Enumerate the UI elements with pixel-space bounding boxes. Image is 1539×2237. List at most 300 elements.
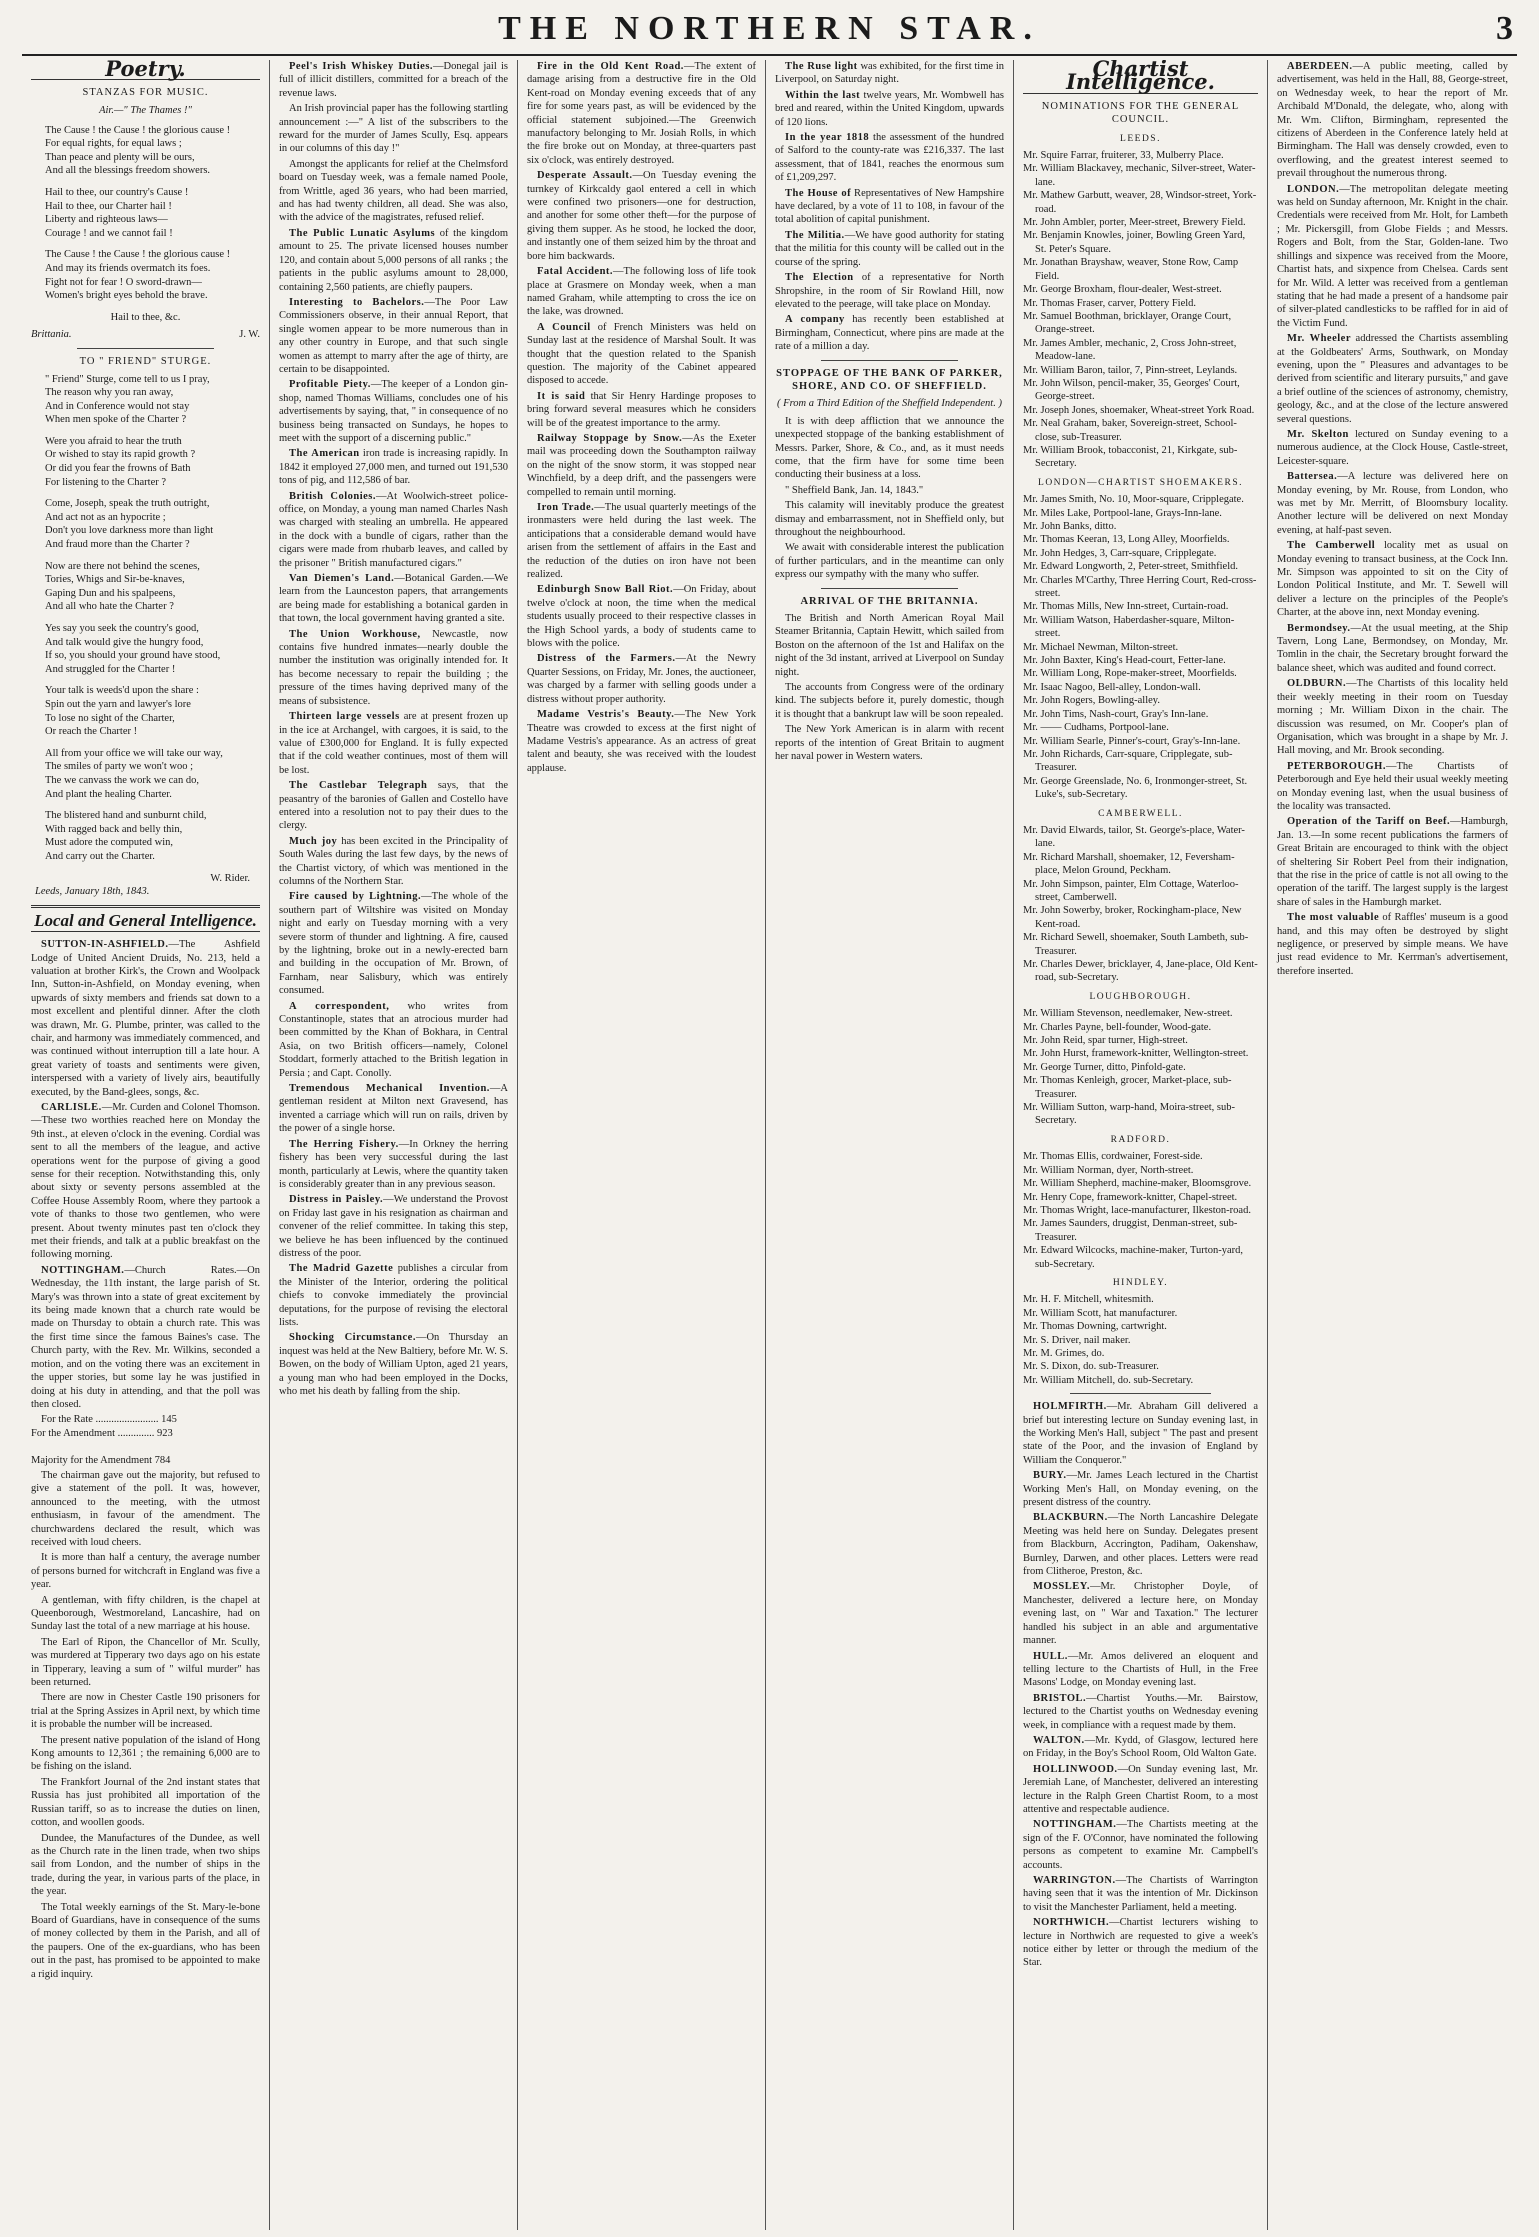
article-paragraph <box>527 321 756 388</box>
stanza: " Friend" Sturge, come tell to us I pray, The reason why you ran away, And in Conference would not stay When men spoke of the Charter ? <box>45 373 210 426</box>
article-paragraph <box>279 1138 508 1192</box>
nominee: Mr. James Saunders, druggist, Denman-street, sub-Treasurer. <box>1023 1218 1238 1243</box>
article-text: —On Thursday an inquest was held at the New Baltiery, before Mr. W. S. Bowen, on the body of William Upton, aged 21 years, a young man who had been employed in the Docks, who met his death by falling from the ship. <box>279 1332 508 1397</box>
article-lead: Shocking Circumstance. <box>289 1332 416 1344</box>
stoppage-heading: STOPPAGE OF THE BANK OF PARKER, SHORE, AND CO. OF SHEFFIELD. <box>776 367 1003 392</box>
article-paragraph: The accounts from Congress were of the ordinary kind. The subjects before it, purely domestic, though it is thought that a bankrupt law will be soon repealed. <box>775 682 1004 720</box>
article-lead: NORTHWICH. <box>1033 1917 1110 1929</box>
article-text: The Total weekly earnings of the St. Mary-le-bone Board of Guardians, have in consequence of the sums of money collected by them in the Parish, and all of the paupers. One of the ex-guardians, who has been out in the past, has promised to be appointed to make a rigid inquiry. <box>31 1901 260 1980</box>
article-text: locality met as usual on Monday evening to transact business, at the Cock Inn. Mr. Simpson was appointed to sit on the City of London Political Institute, and Mr. T. Sewell will deliver a lecture on the principles of the People's Charter, at the above inn, next Monday evening. <box>1277 540 1508 619</box>
article-lead: WALTON. <box>1033 1734 1085 1746</box>
article-paragraph <box>1277 183 1508 330</box>
article-text: Newcastle, now contains five hundred inmates—nearly double the number the institution was originally intended for. It has become necessary to repair the building ; the pressure of the times having deprived many of the means of subsistence. <box>279 628 508 707</box>
article-paragraph <box>279 1193 508 1260</box>
article-lead: OLDBURN. <box>1287 678 1347 690</box>
article-text: —The New York Theatre was crowded to excess at the first night of Madame Vestris's appearance. As an actress of great talent and beauty, she was received with the loudest applause. <box>527 709 756 774</box>
nomination-place: LEEDS. <box>1120 133 1161 144</box>
article-text: of the kingdom amount to 25. The private licensed houses number 120, and contain about 5,000 persons of all ranks ; the patients in the public asylums amount to 28,000, containing 2,560 patients, are chiefly paupers. <box>279 227 508 293</box>
article-paragraph <box>527 390 756 430</box>
stanza: All from your office we will take our way, The smiles of party we won't woo ; The we canvass the work we can do, And plant the healing Charter. <box>45 747 223 800</box>
article-paragraph <box>279 60 508 100</box>
article-lead: The Herring Fishery. <box>289 1138 399 1150</box>
divider <box>31 905 260 908</box>
nominee: Mr. Edward Wilcocks, machine-maker, Turton-yard, sub-Secretary. <box>1023 1245 1243 1270</box>
nominee: Mr. George Greenslade, No. 6, Ironmonger-street, St. Luke's, sub-Secretary. <box>1023 775 1248 801</box>
article-text: —The Ashfield Lodge of United Ancient Druids, No. 213, held a valuation at brother Kirk's, the Crown and Woolpack Inn, Sutton-in-Ashfield, on Monday evening, when upwards of sixty members and friends sat down to a most excellent and plentiful dinner. After the cloth was drawn, Mr. G. Plumbe, printer, was called to the chair, and harmony was immediately commenced, and was continued without interruption till a late hour. A great variety of toasts and sentiments were given, interspersed with a variety of lively airs, beautifully executed, by the Band-glees, songs, &c. <box>31 939 260 1098</box>
article-text: —Chartist Youths.—Mr. Bairstow, lectured to the Chartist youths on Wednesday evening week, in compliance with a request made by them. <box>1023 1692 1258 1731</box>
article-text: —Donegal jail is full of illicit distillers, committed for a breach of the revenue laws. <box>279 61 508 99</box>
nominee: Mr. Isaac Nagoo, Bell-alley, London-wall. <box>1023 681 1201 693</box>
nomination-place: CAMBERWELL. <box>1098 808 1183 819</box>
article-lead: Tremendous Mechanical Invention. <box>289 1083 490 1095</box>
poem-title: TO " FRIEND" STURGE. <box>79 355 212 367</box>
article-text: of a representative for North Shropshire, in the room of Sir Rowland Hill, now elevated to the peerage, will take place on Monday. <box>775 272 1005 310</box>
stoppage-article <box>775 415 1004 582</box>
article-text: —The Chartists of Peterborough and Eye held their usual weekly meeting on Monday evening last, when the usual business of the locality was transacted. <box>1277 760 1508 812</box>
article-lead: The Madrid Gazette <box>289 1263 394 1275</box>
nominee: Mr. Thomas Fraser, carver, Pottery Field. <box>1023 297 1197 309</box>
article-lead: Iron Trade. <box>537 502 595 513</box>
article-text: —The metropolitan delegate meeting was held on Sunday afternoon, Mr. Knight in the chair. Credentials were received from Mr. Holt, for Lambeth ; Mr. Pickersgill, from Globe Fields ; and Messrs. Rogers and Bolt, from the Star, Golden-lane. Two shillings and sixpence was received from the Moore, Chartist hats, and sixpence from Chelsea. Cards sent for Mr. Wild. A letter was received from a gentleman stating that he had made a present of a handsome pair of silver-plated candlesticks to be raffled for in aid of the Victim Fund. <box>1277 183 1508 329</box>
news-paragraphs <box>279 60 508 1398</box>
nominee: Mr. Samuel Boothman, bricklayer, Orange Court, Orange-street. <box>1023 310 1232 336</box>
article-paragraph <box>31 1594 260 1634</box>
article-lead: The Castlebar Telegraph <box>289 780 428 792</box>
nominee: Mr. George Broxham, flour-dealer, West-street. <box>1023 284 1222 296</box>
article-paragraph <box>31 1101 260 1262</box>
divider <box>77 348 214 349</box>
article-lead: A Council <box>537 321 591 333</box>
article-lead: In the year 1818 <box>785 132 870 144</box>
nominee: Mr. William Shepherd, machine-maker, Bloomsgrove. <box>1023 1178 1252 1190</box>
article-text: It is more than half a century, the average number of persons burned for witchcraft in England was five a year. <box>31 1552 260 1591</box>
stanza: The blistered hand and sunburnt child, With ragged back and belly thin, Must adore the computed win, And carry out the Charter. <box>45 810 207 862</box>
article-text: —Mr. Amos delivered an eloquent and telling lecture to the Chartists of Hull, in the Free Masons' Lodge, on Monday evening last. <box>1023 1650 1258 1689</box>
article-lead: CARLISLE. <box>41 1101 102 1113</box>
nominee: Mr. William Searle, Pinner's-court, Gray's-Inn-lane. <box>1023 735 1241 747</box>
article-lead: Edinburgh Snow Ball Riot. <box>537 584 674 596</box>
article-text: —The Poor Law Commissioners observe, in their annual Report, that single women appear to be more numerous than in any other country in Europe, and that such single women as attempt to marry after the age of thirty, are certain to be disappointed. <box>279 296 508 375</box>
article-text: of Raffles' museum is a good hand, and this may often be destroyed by slight negligence, or preserved by simple means. We have just read evidence to Mr. Kerrman's advertisement, therefore inserted. <box>1277 912 1508 977</box>
article-text: —A gentleman resident at Milton next Gravesend, has invented a carriage which will run on rails, driven by the power of a single horse. <box>279 1083 508 1135</box>
nominee: Mr. William Mitchell, do. sub-Secretary. <box>1023 1374 1194 1386</box>
article-text: The chairman gave out the majority, but refused to give a statement of the poll. It was, however, announced to the meeting, with the utmost enthusiasm, in favour of the amendment. The churchwardens declared the result, which was received with loud cheers. <box>31 1469 260 1548</box>
article-lead: Operation of the Tariff on Beef. <box>1287 816 1451 828</box>
article-paragraph: This calamity will inevitably produce the greatest dismay and embarrassment, not in Sheffield only, but throughout the neighbourhood. <box>775 500 1004 538</box>
article-text: of French Ministers was held on Sunday last at the residence of Marshal Soult. It was thought that the question related to the Spanish question. The majority of the Cabinet appeared disposed to accede. <box>527 321 756 387</box>
stanza: The Cause ! the Cause ! the glorious cause ! For equal rights, for equal laws ; Than peace and plenty will be ours, And all the blessings freedom showers. <box>45 124 231 177</box>
page-number: 3 <box>1496 10 1513 47</box>
article-text: lectured on Sunday evening to a numerous audience, at the Clock House, Castle-street, Leicester-square. <box>1277 428 1508 467</box>
article-text: —On Sunday evening last, Mr. Jeremiah Lane, of Manchester, delivered an interesting lecture in the Ralph Green Chartist Room, to a most attentive and respectable audience. <box>1023 1763 1258 1815</box>
article-paragraph <box>1277 428 1508 468</box>
nominee: Mr. H. F. Mitchell, whitesmith. <box>1023 1294 1154 1306</box>
chartist-heading: Chartist Intelligence. <box>1023 62 1258 94</box>
article-lead: Fire caused by Lightning. <box>289 891 422 903</box>
article-paragraph <box>1023 1734 1258 1761</box>
article-text: —As the Exeter mail was proceeding down the Southampton railway on the night of the snow storm, it was stopped near Winchfield, by a deep drift, and the passengers were compelled to remain until morning. <box>527 432 756 498</box>
article-paragraph <box>1023 1692 1258 1732</box>
nominee: Mr. Richard Marshall, shoemaker, 12, Feversham-place, Melon Ground, Peckham. <box>1023 851 1235 877</box>
nominee: Mr. Jonathan Brayshaw, weaver, Stone Row, Camp Field. <box>1023 257 1239 282</box>
article-lead: Van Diemen's Land. <box>289 573 395 585</box>
nominee: Mr. William Baron, tailor, 7, Pinn-street, Leylands. <box>1023 364 1238 376</box>
nominee: Mr. Thomas Kenleigh, grocer, Market-place, sub-Treasurer. <box>1023 1075 1232 1100</box>
nominee: Mr. —— Cudhams, Portpool-lane. <box>1023 722 1169 734</box>
nomination-place: RADFORD. <box>1110 1134 1171 1145</box>
article-text: —The extent of damage arising from a destructive fire in the Old Kent-road on Monday evening exceeds that of any fire for some years past, as will be evidenced by the official statement subjoined.—The Greenwich manufactory belonging to Mr. Josiah Rolls, in which the fire broke out on Monday, at three-quarters past six o'clock, was entirely destroyed. <box>527 61 756 166</box>
nominee: Mr. John Simpson, painter, Elm Cottage, Waterloo-street, Camberwell. <box>1023 878 1239 903</box>
article-lead: Thirteen large vessels <box>289 711 400 723</box>
stanza: Now are there not behind the scenes, Tories, Whigs and Sir-be-knaves, Gaping Dun and his spalpeens, And all who hate the Charter ? <box>45 560 200 613</box>
article-text: —The Chartists meeting at the sign of the F. O'Connor, have nominated the following persons as competent to examine Mr. Campbell's accounts. <box>1023 1819 1258 1871</box>
article-text: Representatives of New Hampshire have declared, by a vote of 11 to 108, in favour of the total abolition of capital punishment. <box>775 187 1004 226</box>
local-intel-heading: Local and General Intelligence. <box>31 914 260 932</box>
article-paragraph <box>1023 1580 1258 1647</box>
article-paragraph <box>279 710 508 777</box>
article-paragraph <box>31 1636 260 1690</box>
nominee: Mr. Miles Lake, Portpool-lane, Grays-Inn-lane. <box>1023 507 1222 519</box>
article-lead: BRISTOL. <box>1033 1692 1087 1704</box>
article-lead: Fatal Accident. <box>537 266 614 278</box>
article-paragraph <box>527 652 756 706</box>
article-paragraph <box>1023 1469 1258 1509</box>
article-text: iron trade is increasing rapidly. In 1842 it employed 27,000 men, and turned out 191,530 tons of pig, and 112,586 of bar. <box>279 448 509 487</box>
article-paragraph <box>279 296 508 376</box>
article-lead: PETERBOROUGH. <box>1287 760 1386 772</box>
poetry-heading: Poetry. <box>31 62 260 80</box>
article-text: —The usual quarterly meetings of the ironmasters were held during the last week. The anticipations that a considerable demand would have arisen from the settlement of affairs in the East and the reduction of the duties on iron have not been realized. <box>527 502 757 581</box>
article-text: addressed the Chartists assembling at the Goldbeaters' Arms, Southwark, on Monday evening, upon the " Pleasures and advantages to be derived from scientific and literary pursuits," and gave a brief outline of the sciences of astronomy, chemistry, geology, &c., and at the close of the lecture answered several questions. <box>1277 333 1508 425</box>
article-text: the assessment of the hundred of Salford to the county-rate was £216,337. The last assessment, that of 1841, reaches the enormous sum of £1,209,297. <box>775 132 1004 184</box>
poem-air: Air.—" The Thames !" <box>99 105 192 116</box>
nominee: Mr. Joseph Jones, shoemaker, Wheat-street York Road. <box>1023 404 1255 416</box>
stanza: Were you afraid to hear the truth Or wished to stay its rapid growth ? Or did you fear the frowns of Bath For listening to the Charter ? <box>45 435 196 488</box>
nominee: Mr. James Ambler, mechanic, 2, Cross John-street, Meadow-lane. <box>1023 337 1237 363</box>
article-text: Dundee, the Manufactures of the Dundee, as well as the Church rate in the linen trade, when two ships sail from London, and the number of ships in the trade, during the year, in various parts of the place, in the year. <box>31 1832 260 1898</box>
poem-title: STANZAS FOR MUSIC. <box>82 87 209 99</box>
nominee: Mr. John Reid, spar turner, High-street. <box>1023 1035 1188 1047</box>
article-lead: MOSSLEY. <box>1033 1581 1091 1593</box>
article-paragraph <box>775 187 1004 227</box>
nominee: Mr. John Rogers, Bowling-alley. <box>1023 695 1160 707</box>
column-3 <box>518 60 766 2230</box>
article-text: says, that the peasantry of the baronies of Gallen and Costello have entered into a resolution not to pay their dues to the clergy. <box>279 780 509 832</box>
article-text: —At the Newry Quarter Sessions, on Friday, Mr. Jones, the auctioneer, was charged by a farmer with selling goods under a distress without proper authority. <box>527 653 756 705</box>
nominee: Mr. Thomas Mills, New Inn-street, Curtain-road. <box>1023 601 1229 613</box>
article-lead: LONDON. <box>1287 183 1340 195</box>
britannia-article <box>775 612 1004 763</box>
article-paragraph <box>279 158 508 225</box>
article-text: The present native population of the island of Hong Kong amounts to 12,361 ; the remaining 6,000 are to be fishing on the island. <box>31 1734 260 1773</box>
nominee: Mr. John Wilson, pencil-maker, 35, Georges' Court, George-street. <box>1023 377 1240 403</box>
poem-place: Brittania. <box>31 329 72 341</box>
column-5 <box>1014 60 1268 2230</box>
nominee: Mr. William Stevenson, needlemaker, New-street. <box>1023 1008 1233 1020</box>
article-paragraph: " Sheffield Bank, Jan. 14, 1843." <box>785 484 924 496</box>
nominee: Mr. Michael Newman, Milton-street. <box>1023 641 1179 653</box>
article-text: For the Rate ........................ 145 For the Amendment .............. 923 Majority for the Amendment 784 <box>31 1414 177 1466</box>
poem-refrain: Hail to thee, &c. <box>110 311 181 323</box>
article-paragraph <box>279 227 508 294</box>
poem-dateline: Leeds, January 18th, 1843. <box>35 886 150 898</box>
nomination-place: LOUGHBOROUGH. <box>1089 991 1192 1002</box>
article-lead: BLACKBURN. <box>1033 1512 1108 1524</box>
article-text: —We have good authority for stating that the militia for this county will be called out in the course of the spring. <box>775 229 1004 268</box>
article-lead: Distress in Paisley. <box>289 1194 384 1206</box>
article-paragraph: The British and North American Royal Mail Steamer Britannia, Captain Hewitt, which sailed from Boston on the afternoon of the 1st and Halifax on the night of the 3d instant, arrived at Liverpool on Sunday night. <box>775 613 1004 678</box>
divider <box>821 360 958 361</box>
article-lead: A correspondent, <box>289 1000 390 1012</box>
nominee: Mr. George Turner, ditto, Pinfold-gate. <box>1023 1061 1186 1073</box>
article-lead: Distress of the Farmers. <box>537 653 676 665</box>
poem-author: W. Rider. <box>210 872 250 884</box>
article-paragraph <box>279 1082 508 1136</box>
article-paragraph <box>279 378 508 445</box>
nomination-groups <box>1023 133 1258 1388</box>
article-lead: NOTTINGHAM. <box>41 1264 125 1276</box>
article-lead: The Public Lunatic Asylums <box>289 227 436 239</box>
article-paragraph <box>31 1776 260 1830</box>
article-text: —At Woolwich-street police-office, on Monday, a young man named Charles Nash was charged with stealing an umbrella. He appeared in the dock with a bundle of cigars, rather than the cigars were made from rhubarb leaves, and called by the prisoner " British manufactured cigars." <box>279 490 508 569</box>
article-text: The Frankfort Journal of the 2nd instant states that Russia has just prohibited all importation of the Russian tariff, so as to increase the duties on linen, cotton, and woollen goods. <box>31 1776 260 1829</box>
article-paragraph <box>527 708 756 775</box>
article-paragraph <box>31 1901 260 1981</box>
article-paragraph <box>279 1262 508 1329</box>
article-paragraph <box>527 583 756 650</box>
article-paragraph <box>1277 677 1508 757</box>
article-text: —Mr. Curden and Colonel Thomson.—These two worthies reached here on Monday the 9th inst., at eleven o'clock in the evening. Cordial was sent to all the members of the league, and active operations went for the purpose of giving a good sense for their reception. Notwithstanding this, only about sixty or seventy persons assembled at the Coffee House Assembly Room, where they partook a vote of thanks to those two gentlemen, who were present. About twenty minutes past ten o'clock they met their friends, and talk at a public breakfast on the following morning. <box>31 1101 260 1261</box>
stanza: Hail to thee, our country's Cause ! Hail to thee, our Charter hail ! Liberty and righteous laws— Courage ! and we cannot fail ! <box>45 186 189 239</box>
nominee: Mr. Thomas Wright, lace-manufacturer, Ilkeston-road. <box>1023 1204 1251 1216</box>
nominee: Mr. William Blackavey, mechanic, Silver-street, Water-lane. <box>1023 163 1256 188</box>
article-paragraph <box>1277 332 1508 426</box>
nominee: Mr. William Scott, hat manufacturer. <box>1023 1307 1178 1319</box>
news-paragraphs <box>775 60 1004 354</box>
article-text: —A public meeting, called by advertisement, was held in the Hall, 88, George-street, on Wednesday week, to hear the report of Mr. Archibald M'Donald, the delegate, who, along with Mr. Wm. Clifton, Birmingham, represented the citizens of Aberdeen in the Conference lately held at Birmingham. The Hall was densely crowded, even to overflowing, and the greatest interest seemed to prevail throughout the numerous throng. <box>1277 61 1508 180</box>
stanza: Yes say you seek the country's good, And talk would give the hungry food, If so, you should your ground have stood, And struggled for the Charter ! <box>45 623 221 675</box>
article-paragraph <box>279 490 508 570</box>
article-lead: Profitable Piety. <box>289 379 371 391</box>
nominee: Mr. John Richards, Carr-square, Cripplegate, sub-Treasurer. <box>1023 748 1233 774</box>
article-text: —Botanical Garden.—We learn from the Launceston papers, that arrangements are being made for establishing a botanical garden in that town, the local government having granted a site. <box>279 573 508 625</box>
stanza: The Cause ! the Cause ! the glorious cause ! And may its friends overmatch its foes. Fight not for fear ! O sword-drawn— Women's bright eyes behold the brave. <box>45 249 231 302</box>
article-text: There are now in Chester Castle 190 prisoners for trial at the Spring Assizes in April next, by which time it is probable the number will be increased. <box>31 1692 260 1731</box>
nominations-heading: NOMINATIONS FOR THE GENERAL COUNCIL. <box>1041 100 1240 126</box>
article-paragraph: We await with considerable interest the publication of further particulars, and in the meantime can only express our sympathy with the many who suffer. <box>775 542 1004 581</box>
article-text: —The Chartists of Warrington having seen that it was the intention of Mr. Dickinson to visit the Manchester Parliament, held a meeting. <box>1023 1875 1258 1913</box>
nominee: Mr. Charles Dewer, bricklayer, 4, Jane-place, Old Kent-road, sub-Secretary. <box>1023 959 1258 984</box>
poem-stanzas-for-music <box>31 86 260 898</box>
article-lead: HULL. <box>1033 1650 1068 1662</box>
article-paragraph <box>279 1000 508 1080</box>
article-text: —The North Lancashire Delegate Meeting was held here on Sunday. Delegates present from Blackburn, Accrington, Padiham, Oakenshaw, Burnley, Darwen, and other places. Letters were read from Clitheroe, Preston, &c. <box>1023 1512 1258 1578</box>
article-lead: The Union Workhouse, <box>289 628 421 640</box>
article-paragraph <box>775 89 1004 129</box>
article-paragraph <box>279 572 508 626</box>
nominee: Mr. Thomas Keeran, 13, Long Alley, Moorfields. <box>1023 534 1230 546</box>
article-lead: Interesting to Bachelors. <box>289 296 425 308</box>
column-6 <box>1268 60 1517 2230</box>
nominee: Mr. William Watson, Haberdasher-square, Milton-street. <box>1023 614 1235 640</box>
article-text: —On Friday, about twelve o'clock at noon, the time when the medical students usually proceed to their respective classes in the High School yards, a body of students came to blows with the police. <box>527 584 756 650</box>
article-paragraph <box>31 1469 260 1549</box>
column-1 <box>22 60 270 2230</box>
britannia-heading: ARRIVAL OF THE BRITANNIA. <box>800 595 979 607</box>
nominee: Mr. Charles M'Carthy, Three Herring Court, Red-cross-street. <box>1023 574 1257 600</box>
article-lead: Much joy <box>289 835 338 847</box>
article-lead: Madame Vestris's Beauty. <box>537 709 675 721</box>
article-paragraph <box>1023 1511 1258 1578</box>
nominee: Mr. Richard Sewell, shoemaker, South Lambeth, sub-Treasurer. <box>1023 932 1249 957</box>
article-text: has recently been established at Birmingham, Connecticut, where pins are made at the rate of a million a day. <box>775 314 1004 353</box>
article-paragraph <box>279 447 508 487</box>
article-paragraph <box>1277 470 1508 537</box>
article-text: —Chartist lecturers wishing to lecture in Northwich are requested to give a week's notice either by letter or through the medium of the Star. <box>1023 1917 1258 1969</box>
article-text: was exhibited, for the first time in Liverpool, on Saturday night. <box>775 61 1005 86</box>
article-text: —The whole of the southern part of Wiltshire was visited on Monday night and early on Tuesday morning with a very severe storm of thunder and lightning. A fire, caused by the lightning, broke out in a newly-erected barn and building in the occupation of Mr. Brown, of Farnham, near Salisbury, which was entirely consumed. <box>279 891 508 997</box>
nominee: Mr. S. Dixon, do. sub-Treasurer. <box>1023 1361 1159 1373</box>
article-paragraph <box>279 102 508 156</box>
nomination-place: HINDLEY. <box>1112 1277 1169 1288</box>
article-lead: The Militia. <box>785 229 845 241</box>
article-paragraph <box>527 60 756 167</box>
article-lead: It is said <box>537 390 586 402</box>
article-paragraph <box>775 313 1004 353</box>
nominee: Mr. James Smith, No. 10, Moor-square, Cripplegate. <box>1023 494 1244 506</box>
nominee: Mr. John Baxter, King's Head-court, Fetter-lane. <box>1023 655 1226 667</box>
nominee: Mr. S. Driver, nail maker. <box>1023 1334 1131 1346</box>
article-lead: The American <box>289 448 360 460</box>
article-text: —Mr. Christopher Doyle, of Manchester, delivered a lecture here, on Monday evening last, on " War and Taxation." The lecturer handled his subject in an able and argumentative manner. <box>1023 1581 1258 1647</box>
article-paragraph: It is with deep affliction that we announce the unexpected stoppage of the banking establishment of Messrs. Parker, Shore, & Co., and, as it must needs come, that the firm have for some time been conducting their business at a loss. <box>775 415 1004 481</box>
article-lead: The Camberwell <box>1287 540 1376 552</box>
article-text: that Sir Henry Hardinge proposes to bring forward several measures which he considers will be of the greatest importance to the army. <box>527 390 756 429</box>
article-paragraph <box>1277 622 1508 676</box>
poem-author: J. W. <box>239 329 260 341</box>
article-text: —Mr. James Leach lectured in the Chartist Working Men's Hall, on Monday evening, on the present distress of the country. <box>1023 1470 1258 1509</box>
article-paragraph <box>1023 1400 1258 1467</box>
news-paragraphs <box>1277 60 1508 978</box>
nominee: Mr. Thomas Ellis, cordwainer, Forest-side. <box>1023 1151 1203 1163</box>
article-text: has been excited in the Principality of South Wales during the last few days, by the news of the Chartist victory, of which was mentioned in the columns of the Northern Star. <box>279 835 508 887</box>
nominee: Mr. William Norman, dyer, North-street. <box>1023 1164 1194 1176</box>
article-paragraph <box>1277 911 1508 978</box>
nominee: Mr. William Sutton, warp-hand, Moira-street, sub-Secretary. <box>1023 1102 1235 1127</box>
nominee: Mr. Henry Cope, framework-knitter, Chapel-street. <box>1023 1191 1238 1203</box>
news-paragraphs <box>527 60 756 775</box>
article-paragraph <box>527 432 756 499</box>
article-paragraph <box>775 271 1004 311</box>
nominee: Mr. John Ambler, porter, Meer-street, Brewery Field. <box>1023 217 1246 229</box>
article-paragraph: The New York American is in alarm with recent reports of the intention of Great Britain to augment her naval power in Western waters. <box>775 724 1004 763</box>
poem-body <box>31 373 260 864</box>
article-paragraph <box>31 1832 260 1899</box>
stoppage-source: ( From a Third Edition of the Sheffield Independent. ) <box>777 398 1002 410</box>
article-text: who writes from Constantinople, states that an atrocious murder had been committed by the Khan of Bokhara, in Central Asia, on two British officers—namely, Colonel Stoddart, formerly attached to the British legation in Persia ; and Capt. Conolly. <box>279 1000 509 1079</box>
nominee: Mr. M. Grimes, do. <box>1023 1347 1105 1359</box>
article-paragraph <box>31 1413 260 1467</box>
newspaper-title: THE NORTHERN STAR. <box>498 10 1041 47</box>
poem-body <box>31 124 260 303</box>
article-paragraph <box>279 779 508 833</box>
article-paragraph <box>775 131 1004 185</box>
article-paragraph <box>1277 539 1508 619</box>
nominee: Mr. John Hurst, framework-knitter, Wellington-street. <box>1023 1048 1249 1060</box>
nominee: Mr. Mathew Garbutt, weaver, 28, Windsor-street, York-road. <box>1023 190 1257 215</box>
article-lead: ABERDEEN. <box>1287 61 1353 72</box>
nominee: Mr. David Elwards, tailor, St. George's-place, Water-lane. <box>1023 824 1245 850</box>
nominee: Mr. William Brook, tobacconist, 21, Kirkgate, sub-Secretary. <box>1023 444 1238 470</box>
article-lead: Fire in the Old Kent Road. <box>537 61 684 72</box>
article-paragraph <box>279 628 508 708</box>
article-lead: Battersea. <box>1287 471 1338 483</box>
article-paragraph <box>31 1734 260 1774</box>
article-paragraph <box>1023 1818 1258 1872</box>
chartist-reports <box>1023 1400 1258 1970</box>
article-paragraph <box>31 938 260 1099</box>
article-paragraph <box>279 835 508 889</box>
article-text: are at present frozen up in the ice at Archangel, with cargoes, it is said, to the value of £300,000 for England. It is fully expected that if the cold weather continues, most of them will be lost. <box>279 711 509 776</box>
nominee: Mr. Edward Longworth, 2, Peter-street, Smithfield. <box>1023 561 1238 573</box>
article-paragraph <box>31 1264 260 1411</box>
local-intel-articles <box>31 938 260 1981</box>
article-paragraph <box>775 60 1004 87</box>
article-text: —On Tuesday evening the turnkey of Kirkcaldy gaol entered a cell in which were confined two prisoners—one for destruction, and another for some other theft—for the purpose of giving them supper. As he stood, he locked the door, and instantly one of them seized him by the throat and bore him backwards. <box>527 170 756 262</box>
article-paragraph <box>527 501 756 581</box>
article-paragraph <box>1277 760 1508 814</box>
article-text: twelve years, Mr. Wombwell has bred and reared, within the United Kingdom, upwards of 120 lions. <box>775 89 1004 128</box>
article-lead: HOLLINWOOD. <box>1033 1763 1118 1775</box>
column-2 <box>270 60 518 2230</box>
stanza: Come, Joseph, speak the truth outright, And act not as an hypocrite ; Don't you love darkness more than light And fraud more than the Charter ? <box>45 498 214 551</box>
article-paragraph <box>1023 1874 1258 1914</box>
article-text: —Church Rates.—On Wednesday, the 11th instant, the large parish of St. Mary's was thrown into a state of great excitement by its being made known that a church rate would be made on Thursday to obtain a church rate. This was the first time since the famous Baines's case. The Church party, with the Rev. Mr. Wilkins, seconded a motion, and on the voting there was an excitement in the upper stories, but some lay he was justified in doing at his duty in attending, and that the poll was then closed. <box>31 1264 260 1410</box>
divider <box>821 588 958 589</box>
article-lead: The House of <box>785 187 852 199</box>
article-paragraph <box>775 229 1004 269</box>
nominee: Mr. John Sowerby, broker, Rockingham-place, New Kent-road. <box>1023 905 1242 930</box>
article-text: —Mr. Kydd, of Glasgow, lectured here on Friday, in the Boy's School Room, Old Walton Gate. <box>1023 1734 1258 1760</box>
nominee: Mr. Benjamin Knowles, joiner, Bowling Green Yard, St. Peter's Square. <box>1023 230 1246 255</box>
nominee: Mr. Charles Payne, bell-founder, Wood-gate. <box>1023 1021 1212 1033</box>
article-lead: Within the last <box>785 89 861 101</box>
nominee: Mr. Squire Farrar, fruiterer, 33, Mulberry Place. <box>1023 150 1224 162</box>
article-lead: The Ruse light <box>785 61 858 72</box>
article-text: The Earl of Ripon, the Chancellor of Mr. Scully, was murdered at Tipperary two days ago on his estate in Tipperary, leaving a sum of " wilful murder" has been returned. <box>31 1636 260 1689</box>
article-text: —At the usual meeting, at the Ship Tavern, Long Lane, Bermondsey, on Monday, Mr. Tomlin in the chair, the Secretary brought forward the balance sheet, which was audited and found correct. <box>1277 622 1508 674</box>
article-text: An Irish provincial paper has the following startling announcement :—" A list of the subscribers to the reward for the murder of James Scully, Esq. appears in our columns of this day !" <box>279 103 508 155</box>
column-4 <box>766 60 1014 2230</box>
nominee: Mr. Neal Graham, baker, Sovereign-street, School-close, sub-Treasurer. <box>1023 418 1237 443</box>
nominee: Mr. Thomas Downing, cartwright. <box>1023 1321 1167 1333</box>
article-paragraph <box>527 265 756 319</box>
nominee: Mr. John Banks, ditto. <box>1023 521 1117 532</box>
nominee: Mr. John Tims, Nash-court, Gray's Inn-lane. <box>1023 708 1209 720</box>
article-text: —In Orkney the herring fishery has been very successful during the last month, particularly at Lewis, where the quantity taken is considerably greater than in any previous season. <box>279 1138 508 1190</box>
article-lead: HOLMFIRTH. <box>1033 1401 1107 1413</box>
article-paragraph <box>31 1551 260 1591</box>
article-lead: NOTTINGHAM. <box>1033 1819 1117 1831</box>
masthead <box>22 8 1517 56</box>
article-text: publishes a circular from the Minister of the Interior, ordering the political chiefs to convoke immediately the provincial deputations, for the purpose of revising the electoral lists. <box>279 1263 509 1328</box>
article-paragraph <box>527 169 756 263</box>
article-text: —The following loss of life took place at Grasmere on Monday week, when a man named Graham, while attempting to cross the ice on the lake, was drowned. <box>527 266 756 318</box>
stanza: Your talk is weeds'd upon the share : Spin out the yarn and lawyer's lore To lose no sight of the Charter, Or reach the Charter ! <box>45 685 199 738</box>
columns <box>22 60 1517 2230</box>
article-text: —The Chartists of this locality held their weekly meeting in their room on Tuesday morning ; Mr. William Dixon in the chair. The discussion was resumed, on Mr. Cooper's plan of Organisation, which was brought in a shape by Mr. J. Hall moving, and Mr. Brook seconding. <box>1277 678 1508 757</box>
article-text: —Hamburgh, Jan. 13.—In some recent publications the farmers of Great Britain are encouraged to think with the object of sheltering Sir Robert Peel from their indignation, that the rise in the price of cattle is not all owing to the operation of the tariff. The largest supply is the largest share of sales in the Hamburgh market. <box>1277 816 1508 908</box>
